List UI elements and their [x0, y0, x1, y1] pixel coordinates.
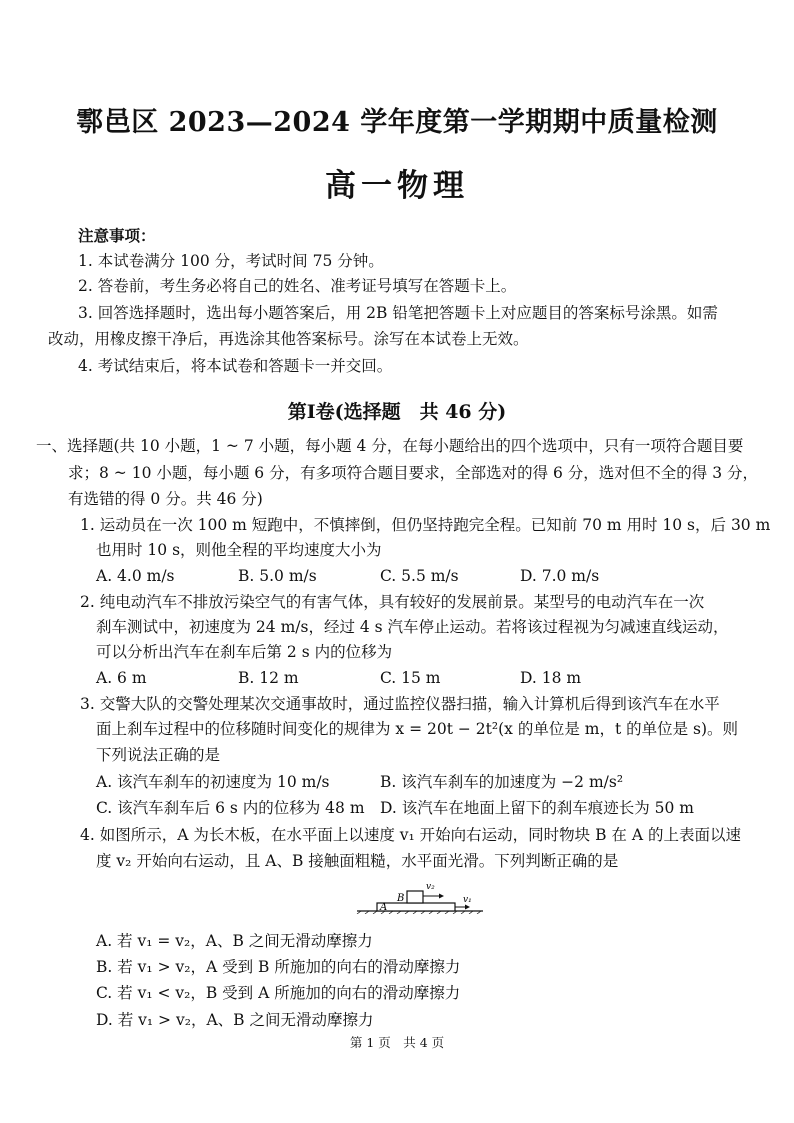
section-intro: 求；8 ~ 10 小题，每小题 6 分，有多项符合题目要求，全部选对的得 6 分，选对但不全的得 3 分， — [68, 464, 759, 482]
section-title: 第Ⅰ卷(选择题 共 46 分) — [287, 401, 507, 423]
option: B. 该汽车刹车的加速度为 −2 m/s² — [380, 773, 624, 791]
question-stem: 度 v₂ 开始向右运动，且 A、B 接触面粗糙，水平面光滑。下列判断正确的是 — [96, 852, 619, 870]
option: D. 若 v₁ > v₂，A、B 之间无滑动摩擦力 — [96, 1011, 374, 1029]
option: C. 15 m — [380, 669, 441, 687]
question-stem: 2. 纯电动汽车不排放污染空气的有害气体，具有较好的发展前景。某型号的电动汽车在一次 — [80, 593, 705, 611]
question-stem: 4. 如图所示，A 为长木板，在水平面上以速度 v₁ 开始向右运动，同时物块 B 在 A 的上表面以速 — [80, 826, 741, 844]
question-stem: 3. 交警大队的交警处理某次交通事故时，通过监控仪器扫描，输入计算机后得到该汽车在水平 — [80, 695, 720, 713]
option: D. 该汽车在地面上留下的刹车痕迹长为 50 m — [380, 799, 695, 817]
option: C. 5.5 m/s — [380, 567, 459, 585]
option: A. 4.0 m/s — [96, 567, 175, 585]
label-v2: v₂ — [426, 882, 435, 892]
question-stem: 下列说法正确的是 — [96, 746, 221, 764]
option: B. 5.0 m/s — [238, 567, 317, 585]
page-footer: 第 1 页 共 4 页 — [349, 1035, 445, 1050]
section-intro: 一、选择题(共 10 小题，1 ~ 7 小题，每小题 4 分，在每小题给出的四个选项中，只有一项符合题目要 — [36, 437, 744, 455]
notice-item: 2. 答卷前，考生务必将自己的姓名、准考证号填写在答题卡上。 — [78, 277, 517, 295]
option: A. 6 m — [96, 669, 147, 687]
board-a — [377, 903, 455, 911]
exam-title: 鄠邑区 2023—2024 学年度第一学期期中质量检测 — [76, 107, 718, 138]
option: D. 7.0 m/s — [520, 567, 600, 585]
option: C. 若 v₁ < v₂，B 受到 A 所施加的向右的滑动摩擦力 — [96, 984, 461, 1002]
question-stem: 面上刹车过程中的位移随时间变化的规律为 x = 20t − 2t²(x 的单位是 m，t 的单位是 s)。则 — [96, 720, 739, 738]
board-block-diagram — [355, 878, 485, 914]
section-intro: 有选错的得 0 分。共 46 分) — [68, 490, 263, 508]
notice-item: 4. 考试结束后，将本试卷和答题卡一并交回。 — [78, 357, 393, 375]
option: A. 若 v₁ = v₂，A、B 之间无滑动摩擦力 — [96, 932, 373, 950]
option: B. 若 v₁ > v₂，A 受到 B 所施加的向右的滑动摩擦力 — [96, 958, 461, 976]
question-stem: 也用时 10 s，则他全程的平均速度大小为 — [96, 541, 382, 559]
label-v1: v₁ — [463, 895, 472, 905]
question-stem: 1. 运动员在一次 100 m 短跑中，不慎摔倒，但仍坚持跑完全程。已知前 70 m 用时 10 s，后 30 m — [80, 516, 771, 534]
v1-arrowhead — [465, 905, 470, 910]
notice-item: 1. 本试卷满分 100 分，考试时间 75 分钟。 — [78, 252, 384, 270]
question-stem: 可以分析出汽车在刹车后第 2 s 内的位移为 — [96, 643, 393, 661]
label-b: B — [397, 893, 405, 904]
block-b — [407, 891, 423, 903]
subject-title: 高一物理 — [325, 168, 469, 204]
option: D. 18 m — [520, 669, 582, 687]
question-stem: 刹车测试中，初速度为 24 m/s，经过 4 s 汽车停止运动。若将该过程视为匀减速直线运动， — [96, 618, 729, 636]
notice-item: 3. 回答选择题时，选出每小题答案后，用 2B 铅笔把答题卡上对应题目的答案标号涂黑。如需 — [78, 304, 718, 322]
option: A. 该汽车刹车的初速度为 10 m/s — [96, 773, 330, 791]
notice-heading: 注意事项： — [78, 226, 156, 245]
v2-arrowhead — [439, 894, 444, 899]
option: C. 该汽车刹车后 6 s 内的位移为 48 m — [96, 799, 365, 817]
label-a: A — [380, 902, 388, 913]
option: B. 12 m — [238, 669, 299, 687]
notice-item: 改动，用橡皮擦干净后，再选涂其他答案标号。涂写在本试卷上无效。 — [48, 330, 529, 348]
